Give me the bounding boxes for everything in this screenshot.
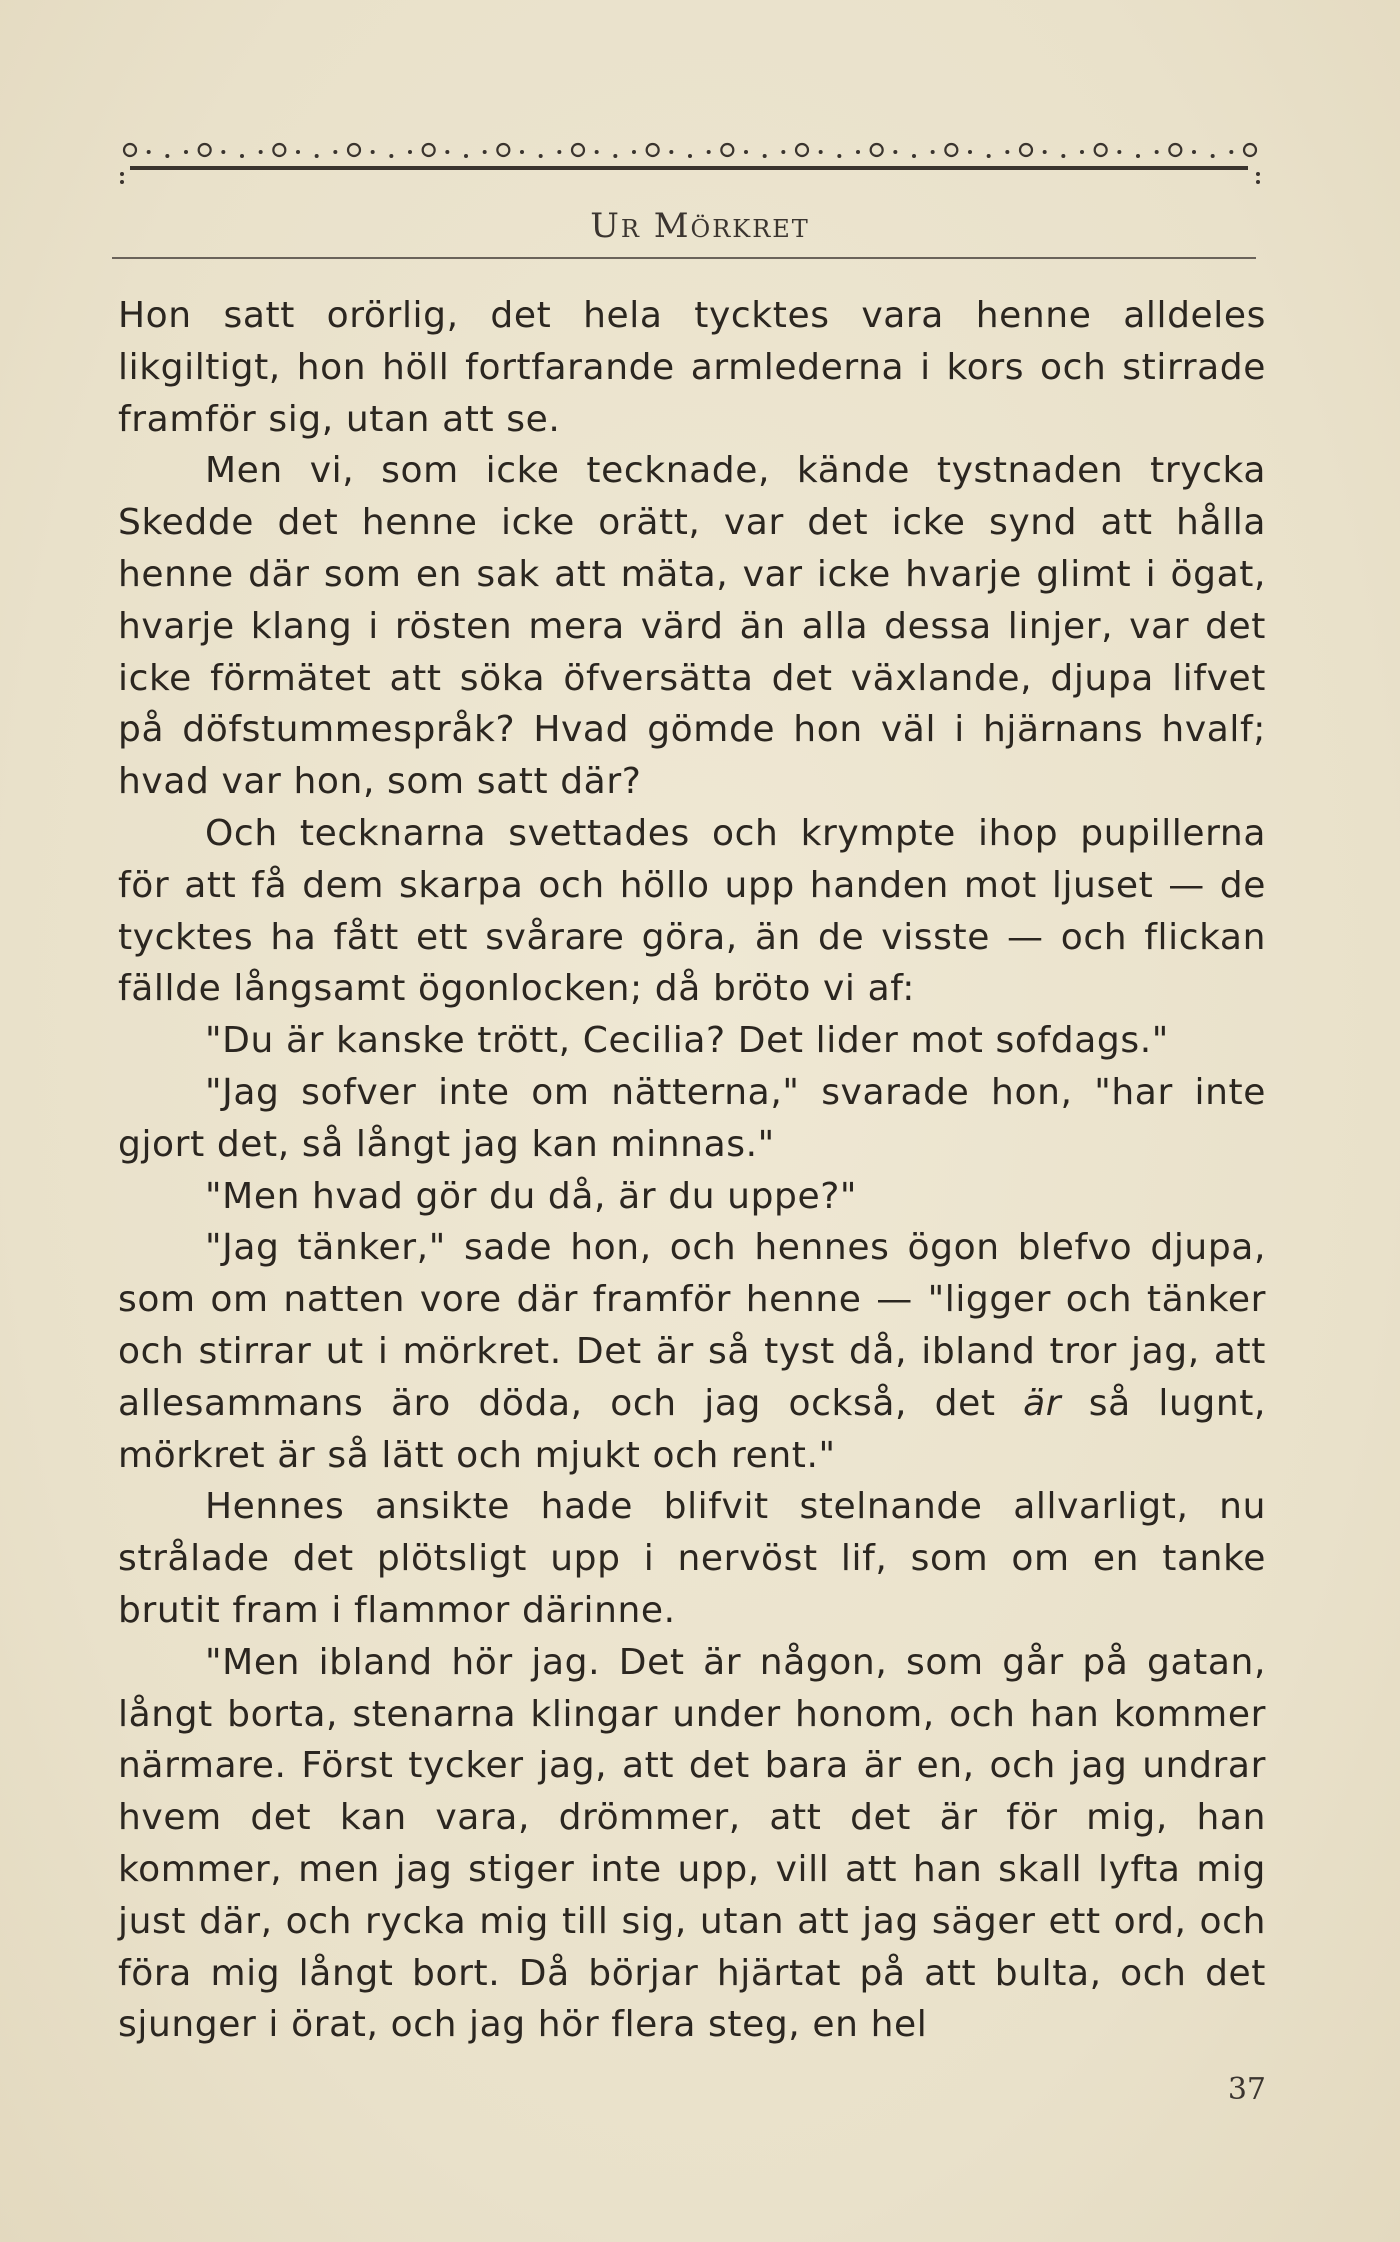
ornament-dot — [1192, 150, 1196, 154]
ornament-dot — [483, 150, 487, 154]
paragraph: "Men ibland hör jag. Det är någon, som går på gatan, långt borta, stenarna klingar under honom, och han kommer närmare. Först tycker jag, att det bara är en, och jag undrar hvem det kan vara, drömmer, att det är för mig, han kommer, men jag stiger inte upp, vill att han skall lyfta mig just där, och rycka mig till sig, utan att jag säger ett ord, och föra mig långt bort. Då börjar hjärtat på att bulta, och det sjunger i örat, och jag hör flera steg, en hel — [118, 1641, 1266, 2046]
paragraph: "Jag tänker," sade hon, och hennes ögon blefvo djupa, som om natten vore där framför henne — "ligger och tänker och stirrar ut i mörkret. Det är så tyst då, ibland tror jag, att allesammans äro döda, och jag också, det är så lugnt, mörkret är så lätt och mjukt och rent." — [118, 1227, 1267, 1476]
ornament-dot — [1043, 150, 1047, 154]
ornament-dot — [333, 150, 337, 154]
ornament-dot — [1136, 154, 1140, 158]
ornament-ring — [945, 144, 957, 156]
ornament-dot — [165, 154, 169, 158]
ornament-dot — [987, 154, 991, 158]
ornament-dot — [1061, 154, 1065, 158]
ornament-dot — [893, 150, 897, 154]
ornament-dot — [632, 150, 636, 154]
paragraph: Hennes ansikte hade blifvit stelnande allvarligt, nu strålade det plötsligt upp i nervöst lif, som om en tanke brutit fram i flammor därinne. — [118, 1486, 1266, 1631]
ornament-dot — [707, 150, 711, 154]
ornament-dot — [445, 150, 449, 154]
ornament-dot — [539, 154, 543, 158]
ornament-dot — [1211, 154, 1215, 158]
running-header: Ur Mörkret — [590, 206, 810, 246]
ornament-ring — [796, 144, 808, 156]
ornament-ring — [199, 144, 211, 156]
ornament-ring — [1169, 144, 1181, 156]
ornament-dot — [931, 150, 935, 154]
ornament-dot — [1080, 150, 1084, 154]
ornament-dot — [837, 154, 841, 158]
paragraph: "Men hvad gör du då, är du uppe?" — [205, 1175, 858, 1217]
page-number: 37 — [1227, 2072, 1266, 2107]
paragraph: Och tecknarna svettades och krympte ihop pupillerna för att få dem skarpa och höllo upp handen mot ljuset — de tycktes ha fått ett svårare göra, än de visste — och flickan fällde långsamt ögonlocken; då bröto vi af: — [118, 812, 1266, 1010]
ornament-dot — [1229, 150, 1233, 154]
header-divider — [112, 257, 1256, 259]
ornament-dot — [1005, 150, 1009, 154]
ornament-ring — [423, 144, 435, 156]
ornament-dot — [259, 150, 263, 154]
ornament-ring — [871, 144, 883, 156]
body-text — [118, 290, 1266, 2051]
ornament-dot — [296, 150, 300, 154]
paragraph: Hon satt orörlig, det hela tycktes vara henne alldeles likgiltigt, hon höll fortfarande armlederna i kors och stirrade framför sig, utan att se. — [118, 295, 1266, 440]
ornament-dot — [464, 154, 468, 158]
paragraph: "Du är kanske trött, Cecilia? Det lider mot sofdags." — [205, 1020, 1169, 1062]
ornament-dot — [763, 154, 767, 158]
ornament-ring — [273, 144, 285, 156]
ornament-ring — [497, 144, 509, 156]
ornament-ring — [1020, 144, 1032, 156]
ornament-ring — [124, 144, 136, 156]
ornament-dot — [1117, 150, 1121, 154]
ornament-dot — [240, 154, 244, 158]
ornament-dot — [520, 150, 524, 154]
paragraph: "Jag sofver inte om nätterna," svarade hon, "har inte gjort det, så långt jag kan minnas." — [118, 1071, 1266, 1165]
ornament-ring — [348, 144, 360, 156]
decorative-border-ornament — [118, 128, 1264, 198]
ornament-ring — [1244, 144, 1256, 156]
ornament-dot — [221, 150, 225, 154]
ornament-dot — [408, 150, 412, 154]
ornament-ring — [572, 144, 584, 156]
ornament-dot — [389, 154, 393, 158]
ornament-dot — [688, 154, 692, 158]
emphasis: är — [1023, 1382, 1062, 1424]
ornament-ring — [647, 144, 659, 156]
ornament-ring — [1095, 144, 1107, 156]
ornament-dot — [856, 150, 860, 154]
ornament-dot — [557, 150, 561, 154]
ornament-ring — [721, 144, 733, 156]
ornament-dot — [968, 150, 972, 154]
ornament-dot — [613, 154, 617, 158]
ornament-dot — [912, 154, 916, 158]
ornament-dot — [595, 150, 599, 154]
ornament-dot — [781, 150, 785, 154]
ornament-dot — [1155, 150, 1159, 154]
paragraph: Men vi, som icke tecknade, kände tystnaden trycka Skedde det henne icke orätt, var det icke synd att hålla henne där som en sak att mäta, var icke hvarje glimt i ögat, hvarje klang i rösten mera värd än alla dessa linjer, var det icke förmätet att söka öfversätta det växlande, djupa lifvet på döfstummespråk? Hvad gömde hon väl i hjärnans hvalf; hvad var hon, som satt där? — [118, 450, 1266, 803]
ornament-dot — [371, 150, 375, 154]
ornament-dot — [819, 150, 823, 154]
ornament-dot — [744, 150, 748, 154]
ornament-dot — [669, 150, 673, 154]
ornament-dot — [147, 150, 151, 154]
ornament-dot — [184, 150, 188, 154]
ornament-dot — [315, 154, 319, 158]
